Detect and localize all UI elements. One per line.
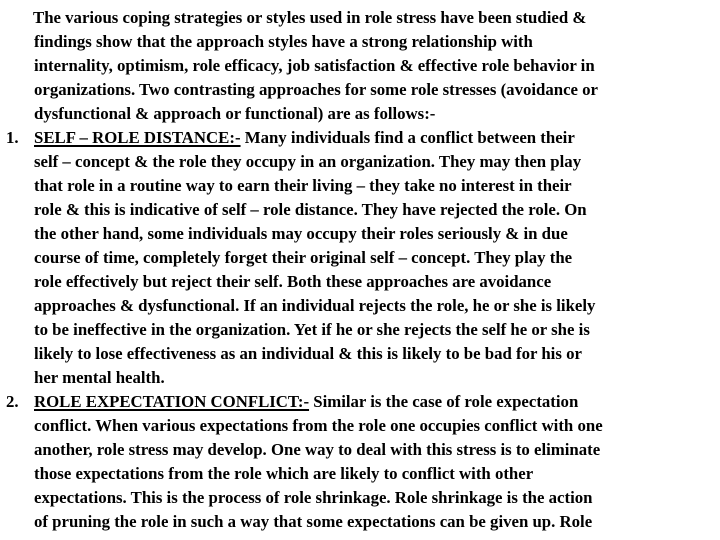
item-line: the other hand, some individuals may occupy their roles seriously & in due <box>34 224 568 243</box>
list-item-first-line <box>6 126 714 150</box>
item-heading: ROLE EXPECTATION CONFLICT:- <box>34 392 310 411</box>
item-line: that role in a routine way to earn their living – they take no interest in their <box>34 176 572 195</box>
intro-line: internality, optimism, role efficacy, job satisfaction & effective role behavior in <box>34 56 595 75</box>
item-line: those expectations from the role which are likely to conflict with other <box>34 464 534 483</box>
list-number: 2. <box>6 392 19 411</box>
list-item-first-line <box>6 390 714 414</box>
list-item-self-role-distance <box>6 126 714 390</box>
intro-line: dysfunctional & approach or functional) are as follows:- <box>34 104 436 123</box>
item-first-line-text: Many individuals find a conflict between their <box>240 128 575 147</box>
item-first-line-text: Similar is the case of role expectation <box>309 392 579 411</box>
intro-line: The various coping strategies or styles used in role stress have been studied & <box>33 8 587 27</box>
item-line: likely to lose effectiveness as an individual & this is likely to be bad for his or <box>34 344 582 363</box>
intro-paragraph <box>6 6 714 126</box>
intro-line: findings show that the approach styles have a strong relationship with <box>34 32 533 51</box>
item-line: another, role stress may develop. One way to deal with this stress is to eliminate <box>34 440 601 459</box>
list-number: 1. <box>6 128 19 147</box>
item-line: self – concept & the role they occupy in an organization. They may then play <box>34 152 582 171</box>
item-line: expectations. This is the process of role shrinkage. Role shrinkage is the action <box>34 488 593 507</box>
item-line: her mental health. <box>34 368 165 387</box>
item-line: approaches & dysfunctional. If an individual rejects the role, he or she is likely <box>34 296 596 315</box>
document-body <box>6 6 714 534</box>
item-line: role & this is indicative of self – role distance. They have rejected the role. On <box>34 200 587 219</box>
intro-line: organizations. Two contrasting approaches for some role stresses (avoidance or <box>34 80 598 99</box>
item-line: of pruning the role in such a way that some expectations can be given up. Role <box>34 512 593 531</box>
item-heading: SELF – ROLE DISTANCE:- <box>34 128 241 147</box>
item-line: to be ineffective in the organization. Yet if he or she rejects the self he or she is <box>34 320 590 339</box>
item-line: course of time, completely forget their original self – concept. They play the <box>34 248 573 267</box>
item-line: role effectively but reject their self. Both these approaches are avoidance <box>34 272 552 291</box>
list-item-role-expectation-conflict <box>6 390 714 534</box>
item-line: conflict. When various expectations from the role one occupies conflict with one <box>34 416 603 435</box>
